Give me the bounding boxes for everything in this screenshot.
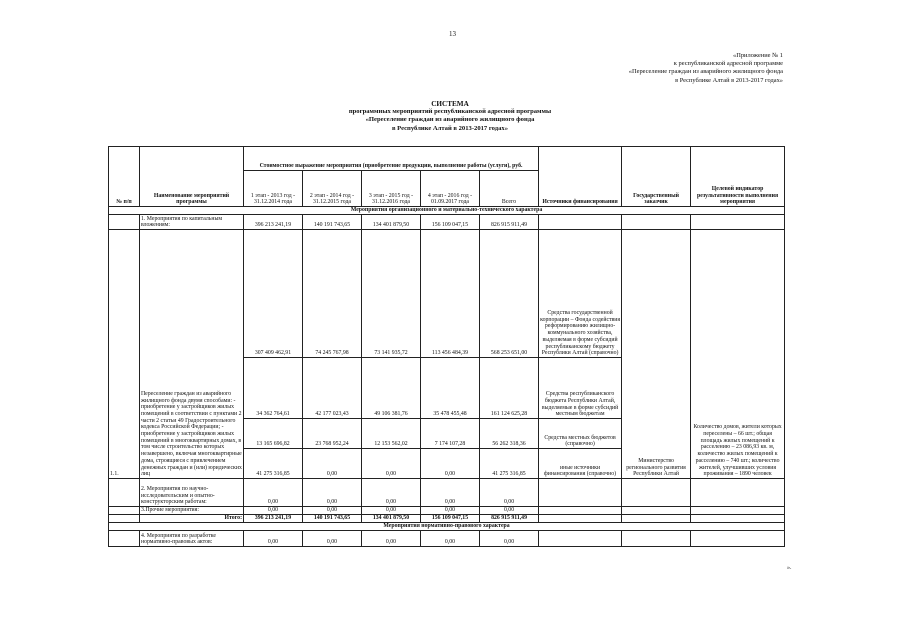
appendix-line: в Республике Алтай в 2013-2017 годах» [675, 76, 783, 84]
row-num [109, 531, 140, 547]
empty-cell [539, 479, 622, 507]
value-cell: 0,00 [480, 479, 539, 507]
value-cell: 42 177 023,43 [303, 358, 362, 419]
value-cell: 0,00 [303, 449, 362, 479]
value-cell: 0,00 [303, 507, 362, 515]
empty-cell [622, 215, 691, 230]
value-cell: 73 141 935,72 [362, 230, 421, 358]
value-cell: 0,00 [480, 507, 539, 515]
value-cell: 74 245 767,98 [303, 230, 362, 358]
empty-cell [691, 507, 785, 515]
source-cell: Средства республиканского бюджета Республики Алтай, выделяемые в форме субсидий местным бюджетам [539, 358, 622, 419]
value-cell: 7 174 107,28 [421, 419, 480, 449]
source-cell: Средства государственной корпорации – Фонда содействия реформированию жилищно-коммунального хозяйства, выделяемая в форме субсидий республиканскому бюджету Республики Алтай (справочно) [539, 230, 622, 358]
value-cell: 826 915 911,49 [480, 215, 539, 230]
value-cell: 307 409 462,91 [244, 230, 303, 358]
header-num: № п/п [109, 147, 140, 207]
row-name: 4. Мероприятия по разработке нормативно-правовых актов: [140, 531, 244, 547]
title-line: в Республике Алтай в 2013-2017 годах» [391, 124, 509, 132]
indicator-cell: Количество домов, жители которых переселены – 66 шт.; общая площадь жилых помещений к расселению – 23 086,93 кв. м, количество жилых помещений к расселению – 740 шт.; количество жителей, улучшивших условия проживания – 1890 человек [691, 230, 785, 479]
measures-table [108, 146, 785, 547]
header-cost-group: Стоимостное выражение мероприятия (приобретение продукции, выполнение работы (услуги), руб. [244, 147, 539, 171]
value-cell: 0,00 [362, 507, 421, 515]
value-cell: 12 153 562,02 [362, 419, 421, 449]
total-value: 140 191 743,65 [303, 515, 362, 523]
empty-cell [691, 479, 785, 507]
value-cell: 35 478 455,48 [421, 358, 480, 419]
value-cell: 23 768 952,24 [303, 419, 362, 449]
empty-cell [539, 507, 622, 515]
total-value: 156 109 047,15 [421, 515, 480, 523]
value-cell: 41 275 316,85 [480, 449, 539, 479]
value-cell: 49 106 381,76 [362, 358, 421, 419]
value-cell: 13 165 696,82 [244, 419, 303, 449]
value-cell: 0,00 [303, 479, 362, 507]
value-cell: 140 191 743,65 [303, 215, 362, 230]
empty-cell [691, 531, 785, 547]
value-cell: 568 253 651,00 [480, 230, 539, 358]
closing-quote: ». [787, 565, 792, 571]
row-name: 2. Мероприятия по научно-исследовательским и опытно-конструкторским работам: [140, 479, 244, 507]
header-stage-3: 3 этап - 2015 год - 31.12.2016 года [362, 171, 421, 207]
total-value: 826 915 911,49 [480, 515, 539, 523]
appendix-note [629, 52, 783, 85]
row-name: 1. Мероприятия по капитальным вложениям: [140, 215, 244, 230]
empty-cell [691, 515, 785, 523]
value-cell: 134 401 879,50 [362, 215, 421, 230]
header-total: Всего [480, 171, 539, 207]
value-cell: 0,00 [244, 479, 303, 507]
row-num [109, 515, 140, 523]
header-name: Наименование мероприятий программы [140, 147, 244, 207]
appendix-line: к республиканской адресной программе [673, 60, 783, 68]
title-line: СИСТЕМА [431, 100, 469, 108]
section-regulatory: Мероприятия нормативно-правового характера [109, 523, 785, 531]
document-title [250, 100, 650, 133]
header-stage-1: 1 этап - 2013 год - 31.12.2014 года [244, 171, 303, 207]
row-name: 3.Прочие мероприятия: [140, 507, 244, 515]
row-num: 1.1. [109, 230, 140, 479]
row-num [109, 215, 140, 230]
header-sources: Источники финансирования [539, 147, 622, 207]
appendix-line: «Приложение № 1 [733, 52, 783, 59]
value-cell: 0,00 [362, 531, 421, 547]
value-cell: 41 275 316,85 [244, 449, 303, 479]
empty-cell [691, 215, 785, 230]
title-line: программных мероприятий республиканской адресной программы [348, 108, 552, 116]
empty-cell [539, 531, 622, 547]
appendix-line: «Переселение граждан из аварийного жилищного фонда [628, 68, 783, 76]
header-stage-4: 4 этап - 2016 год - 01.09.2017 года [421, 171, 480, 207]
row-num [109, 507, 140, 515]
title-line: «Переселение граждан из аварийного жилищного фонда [365, 116, 535, 124]
customer-cell: Министерство регионального развития Республики Алтай [622, 230, 691, 479]
header-indicator: Целевой индикатор результативности выполнения мероприятия [691, 147, 785, 207]
value-cell: 0,00 [421, 507, 480, 515]
header-customer: Государственный заказчик [622, 147, 691, 207]
value-cell: 0,00 [303, 531, 362, 547]
value-cell: 396 213 241,19 [244, 215, 303, 230]
value-cell: 56 262 318,36 [480, 419, 539, 449]
value-cell: 0,00 [421, 531, 480, 547]
value-cell: 0,00 [362, 449, 421, 479]
page-number: 13 [449, 30, 456, 38]
empty-cell [622, 479, 691, 507]
value-cell: 156 109 047,15 [421, 215, 480, 230]
value-cell: 0,00 [244, 507, 303, 515]
value-cell: 0,00 [480, 531, 539, 547]
row-name: Переселение граждан из аварийного жилищного фонда двумя способами: - приобретение у застройщиков жилых помещений в соответствии с пунктами 2 части 2 статьи 49 Градостроительного кодекса Российской Федерации; - приобретение у застройщиков жилых помещений в многоквартирных домах, в том числе строительство которых незавершено, включая многоквартирные дома, строящиеся с привлечением денежных граждан и (или) юридических лиц [140, 230, 244, 479]
value-cell: 0,00 [244, 531, 303, 547]
total-value: 396 213 241,19 [244, 515, 303, 523]
empty-cell [539, 215, 622, 230]
empty-cell [539, 515, 622, 523]
total-label: Итого: [140, 515, 244, 523]
total-value: 134 401 879,50 [362, 515, 421, 523]
empty-cell [622, 515, 691, 523]
value-cell: 0,00 [421, 479, 480, 507]
row-num [109, 479, 140, 507]
value-cell: 34 362 764,61 [244, 358, 303, 419]
empty-cell [622, 531, 691, 547]
value-cell: 113 456 484,39 [421, 230, 480, 358]
source-cell: иные источники финансирования (справочно) [539, 449, 622, 479]
value-cell: 0,00 [421, 449, 480, 479]
source-cell: Средства местных бюджетов (справочно) [539, 419, 622, 449]
header-stage-2: 2 этап - 2014 год - 31.12.2015 года [303, 171, 362, 207]
section-organizational: Мероприятия организационного и материально-технического характера [109, 207, 785, 215]
value-cell: 161 124 625,28 [480, 358, 539, 419]
empty-cell [622, 507, 691, 515]
value-cell: 0,00 [362, 479, 421, 507]
